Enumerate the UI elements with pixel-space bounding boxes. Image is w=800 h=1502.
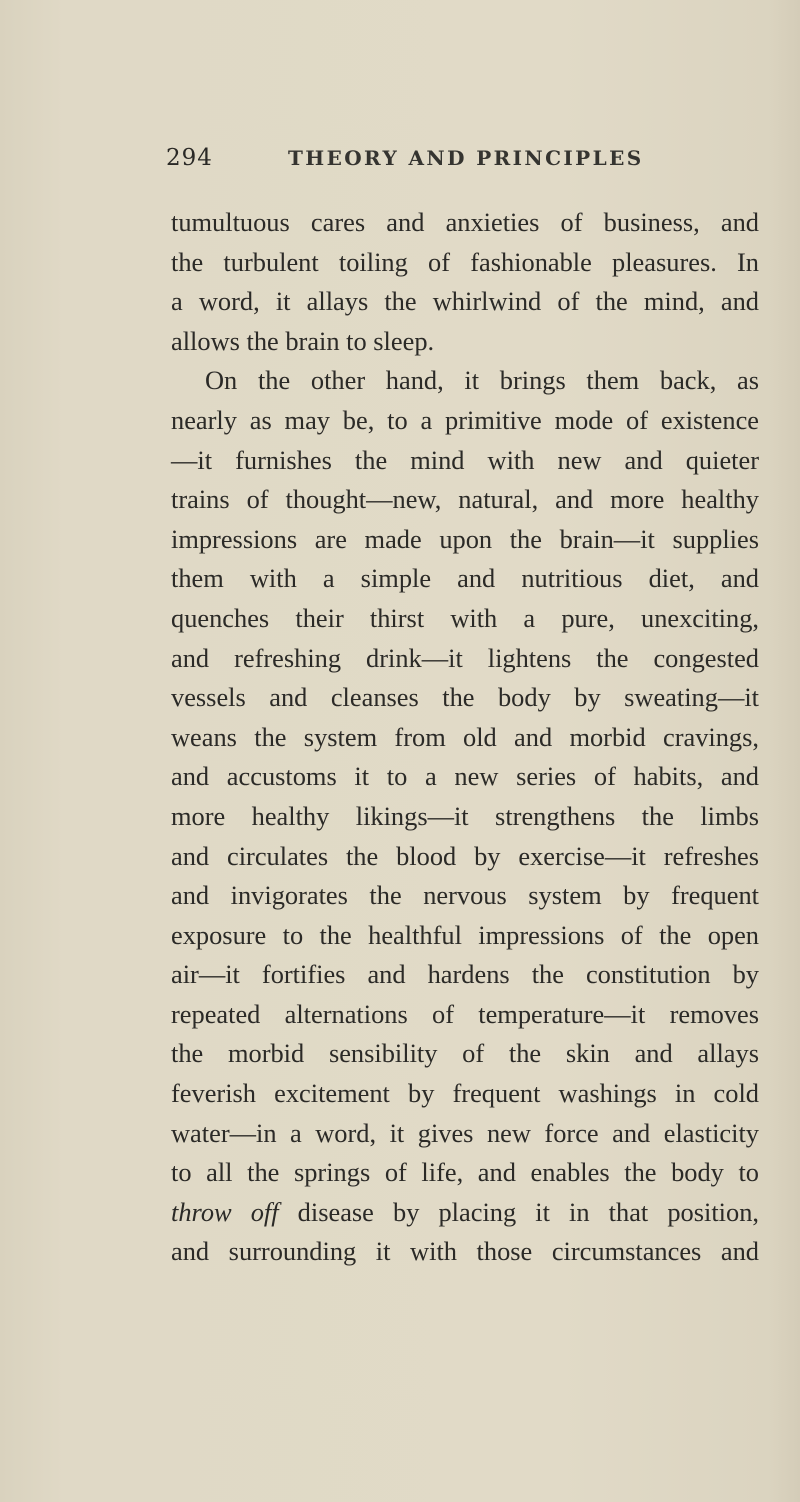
page-header bbox=[166, 145, 766, 181]
text-line: and surrounding it with those circumstances and bbox=[171, 1236, 759, 1267]
paragraph-start-line: On the other hand, it brings them back, as bbox=[205, 365, 759, 396]
text-line: tumultuous cares and anxieties of business, and bbox=[171, 207, 759, 237]
text-line: allows the brain to sleep. bbox=[171, 325, 435, 356]
text-line: and circulates the blood by exercise—it refreshes bbox=[171, 840, 759, 871]
text-line: a word, it allays the whirlwind of the mind, and bbox=[171, 286, 759, 317]
text-line: water—in a word, it gives new force and elasticity bbox=[171, 1117, 759, 1148]
text-line: the turbulent toiling of fashionable pleasures. In bbox=[171, 246, 759, 277]
text-line: and accustoms it to a new series of habits, and bbox=[171, 761, 759, 792]
text-line: more healthy likings—it strengthens the limbs bbox=[171, 800, 759, 831]
text-line: trains of thought—new, natural, and more healthy bbox=[171, 484, 759, 515]
text-line: air—it fortifies and hardens the constitution by bbox=[171, 959, 759, 990]
text-line: weans the system from old and morbid cravings, bbox=[171, 721, 759, 752]
text-line: nearly as may be, to a primitive mode of existence bbox=[171, 404, 759, 435]
text-line: impressions are made upon the brain—it supplies bbox=[171, 523, 759, 554]
text-line: and refreshing drink—it lightens the congested bbox=[171, 642, 759, 673]
text-line-with-italic bbox=[171, 1193, 759, 1233]
text-line: —it furnishes the mind with new and quieter bbox=[171, 444, 759, 475]
text-line: vessels and cleanses the body by sweating—it bbox=[171, 682, 759, 713]
text-fragment: disease by placing it in that position, bbox=[278, 1196, 759, 1227]
page-number: 294 bbox=[166, 145, 213, 171]
text-line: to all the springs of life, and enables the body to bbox=[171, 1157, 759, 1188]
text-line: the morbid sensibility of the skin and allays bbox=[171, 1038, 759, 1069]
text-line: them with a simple and nutritious diet, and bbox=[171, 563, 759, 594]
body-text bbox=[171, 203, 759, 1272]
running-head: THEORY AND PRINCIPLES bbox=[288, 146, 644, 170]
text-line: and invigorates the nervous system by frequent bbox=[171, 880, 759, 911]
text-line: feverish excitement by frequent washings in cold bbox=[171, 1078, 759, 1109]
italic-phrase: throw off bbox=[171, 1196, 279, 1227]
text-line: repeated alternations of temperature—it removes bbox=[171, 998, 759, 1029]
text-line: exposure to the healthful impressions of the open bbox=[171, 919, 759, 950]
text-line: quenches their thirst with a pure, unexciting, bbox=[171, 602, 759, 633]
